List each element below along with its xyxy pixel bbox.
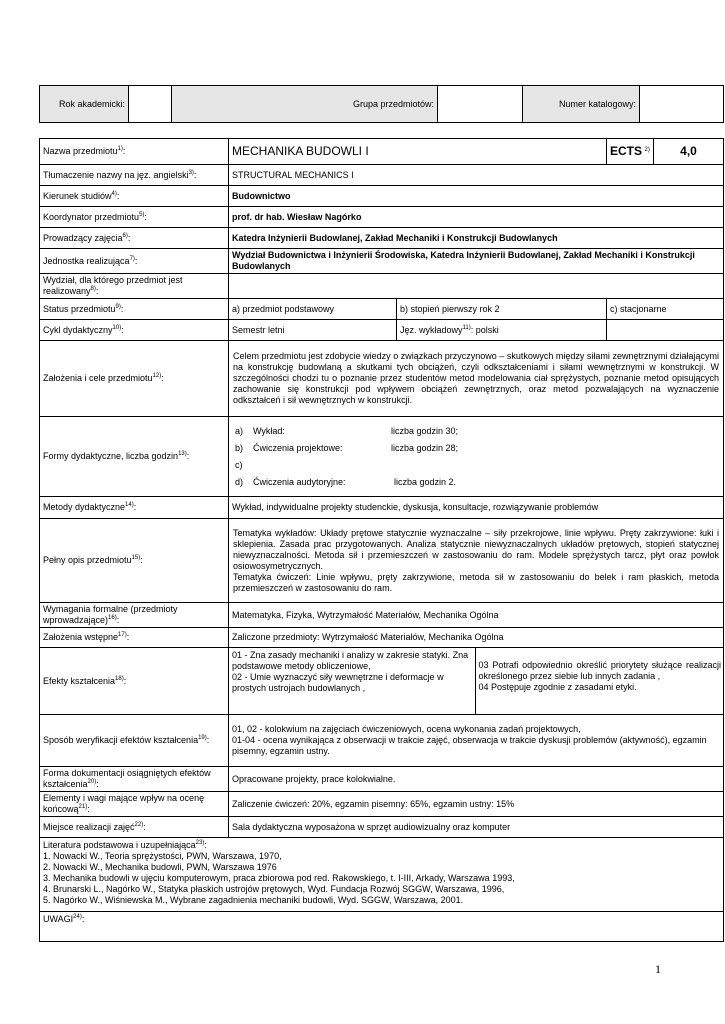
description-text	[229, 519, 724, 603]
docs-text: Opracowane projekty, prace kolokwialne.	[229, 767, 724, 792]
outcomes-left	[229, 648, 475, 714]
outcomes-right	[475, 648, 724, 714]
course-name: MECHANIKA BUDOWLI I	[229, 139, 607, 165]
english-name: STRUCTURAL MECHANICS I	[229, 165, 724, 186]
subject-group-label: Grupa przedmiotów:	[172, 86, 438, 123]
row-status	[40, 299, 724, 320]
row-coordinator	[40, 207, 724, 228]
list-item: c)	[235, 459, 243, 470]
row-remarks	[40, 912, 724, 942]
subject-group-value[interactable]	[438, 86, 523, 123]
cycle-empty	[607, 320, 724, 341]
row-literature	[40, 838, 724, 912]
label-methods: Metody dydaktyczne$^{14)}$:	[40, 497, 229, 519]
label-cycle: Cykl dydaktyczny$^{10)}$:	[40, 320, 229, 341]
row-prereq	[40, 603, 724, 628]
row-cycle	[40, 320, 724, 341]
course-table	[39, 138, 724, 942]
label-description: Pełny opis przedmiotu$^{15)}$:	[40, 519, 229, 603]
row-description	[40, 519, 724, 603]
goals-text: Celem przedmiotu jest zdobycie wiedzy o związkach przyczynowo – skutkowych między siłami zewnętrznymi działającymi na konstrukcję budowlaną a skutkami tych obciążeń, czyli odkształceniami i siłami wewnętrznymi w konstrukcji. W szczególności chodzi tu o poznanie przez studentów metod modelowania ciał sprężystych, poznanie metod opisujących zachowanie się konstrukcji pod wpływem obciążeń zewnętrznych, oraz metod pozwalających na wyznaczenie odkształceń i sił wewnętrznych w konstrukcji.	[229, 341, 724, 417]
faculty-value	[229, 274, 724, 299]
outcome-03: 03 Potrafi odpowiednio określić priorytety służące realizacji określonego przez siebie lub innych zadania ,	[478, 660, 721, 681]
cycle-value: Semestr letni	[229, 320, 397, 341]
academic-year-value[interactable]	[129, 86, 172, 123]
page-number: 1	[655, 962, 661, 976]
label-name: Nazwa przedmiotu$^{1)}$:	[40, 139, 229, 165]
row-verify	[40, 715, 724, 767]
label-weights: Elementy i wagi mające wpływ na ocenę końcową$^{21)}$:	[40, 792, 229, 817]
row-initial	[40, 628, 724, 648]
list-item: a) Wykład: liczba godzin 30;	[235, 425, 459, 436]
description-exercises: Tematyka ćwiczeń: Linie wpływu, pręty zakrzywione, metoda sił w zastosowaniu do belek i ram płaskich, metoda przemieszczeń w zastosowaniu do ram.	[233, 571, 720, 593]
label-prereq: Wymagania formalne (przedmioty wprowadzające)$^{16)}$:	[40, 603, 229, 628]
label-forms: Formy dydaktyczne, liczba godzin$^{13)}$:	[40, 417, 229, 497]
literature-cell	[40, 838, 724, 912]
row-unit	[40, 249, 724, 274]
row-outcomes	[40, 648, 724, 715]
description-lectures: Tematyka wykładów: Układy prętowe statycznie wyznaczalne – siły przekrojowe, linie wpływu. Pręty zakrzywione: łuki i sklepienia. Zasada prac przygotowanych. Analiza statycznie niewyznaczalnych układów prętowych, stopień statycznej niewyznaczalności. Metoda sił i przemieszczeń w zastosowaniu do ram. Modele sprężystych tarcz, płyt oraz powłok osiowosymetrycznych.	[233, 527, 720, 571]
field-of-study: Budownictwo	[229, 186, 724, 207]
remarks-label: UWAGI$^{24)}$:	[43, 914, 85, 924]
list-item: 4. Brunarski L., Nagórko W., Statyka płaskich ustrojów prętowych, Wyd. Fundacja Rozwój SGGW, Warszawa, 1996,	[43, 884, 505, 894]
lecturers: Katedra Inżynierii Budowlanej, Zakład Mechaniki i Konstrukcji Budowlanych	[229, 228, 724, 249]
catalog-number-label: Numer katalogowy:	[523, 86, 640, 123]
list-item: 2. Nowacki W., Mechanika budowli, PWN, Warszawa 1976	[43, 862, 277, 872]
catalog-number-value[interactable]	[640, 86, 724, 123]
list-item: 1. Nowacki W., Teoria sprężystości, PWN, Warszawa, 1970,	[43, 851, 282, 861]
label-goals: Założenia i cele przedmiotu$^{12)}$:	[40, 341, 229, 417]
row-weights	[40, 792, 724, 817]
row-place	[40, 817, 724, 838]
row-english	[40, 165, 724, 186]
label-lecturers: Prowadzący zajęcia$^{6)}$:	[40, 228, 229, 249]
coordinator: prof. dr hab. Wiesław Nagórko	[229, 207, 724, 228]
status-level: b) stopień pierwszy rok 2	[397, 299, 607, 320]
literature-label: Literatura podstawowa i uzupełniająca$^{23)}$:	[43, 840, 207, 850]
verify-text	[229, 715, 724, 767]
label-place: Miejsce realizacji zajęć$^{22)}$:	[40, 817, 229, 838]
prereq-text: Matematyka, Fizyka, Wytrzymałość Materiałów, Mechanika Ogólna	[229, 603, 724, 628]
implementing-unit: Wydział Budownictwa i Inżynierii Środowiska, Katedra Inżynierii Budowlanej, Zakład Mechaniki i Konstrukcji Budowlanych	[229, 249, 724, 274]
list-item: 3. Mechanika budowli w ujęciu komputerowym, praca zbiorowa pod red. Rakowskiego, t. I-III, Arkady, Warszawa 1993,	[43, 873, 515, 883]
initial-text: Zaliczone przedmioty: Wytrzymałość Materiałów, Mechanika Ogólna	[229, 628, 724, 648]
methods-text: Wykład, indywidualne projekty studenckie, dyskusja, konsultacje, rozwiązywanie problemów	[229, 497, 724, 519]
list-item: d) Ćwiczenia audytoryjne: liczba godzin 2.	[235, 476, 457, 487]
list-item: b) Ćwiczenia projektowe: liczba godzin 28;	[235, 442, 459, 453]
list-item: 5. Nagórko W., Wiśniewska M., Wybrane zagadnienia mechaniki budowli, Wyd. SGGW, Warszawa, 2001.	[43, 895, 464, 905]
place-text: Sala dydaktyczna wyposażona w sprzęt audiowizualny oraz komputer	[229, 817, 724, 838]
label-initial: Założenia wstępne$^{17)}$:	[40, 628, 229, 648]
row-methods	[40, 497, 724, 519]
label-field: Kierunek studiów$^{4)}$:	[40, 186, 229, 207]
row-forms	[40, 417, 724, 497]
label-outcomes: Efekty kształcenia$^{18)}$:	[40, 648, 229, 715]
label-status: Status przedmiotu$^{9)}$:	[40, 299, 229, 320]
label-unit: Jednostka realizująca$^{7)}$:	[40, 249, 229, 274]
outcome-01: 01 - Zna zasady mechaniki i analizy w zakresie statyki. Zna podstawowe metody obliczeniowe,	[232, 650, 469, 671]
row-lecturers	[40, 228, 724, 249]
row-faculty	[40, 274, 724, 299]
forms-list	[233, 423, 493, 491]
ects-value: 4,0	[654, 139, 724, 165]
header-table	[39, 85, 724, 123]
outcomes-table	[229, 648, 724, 714]
row-goals	[40, 341, 724, 417]
outcome-04: 04 Postępuje zgodnie z zasadami etyki.	[478, 682, 637, 692]
verify-line-2: 01-04 - ocena wynikająca z obserwacji w trakcie zajęć, obserwacja w trakcie dyskusji problemów (aktywność), egzamin pisemny, egzamin ustny.	[232, 735, 707, 756]
label-faculty: Wydział, dla którego przedmiot jest realizowany$^{8)}$:	[40, 274, 229, 299]
weights-text: Zaliczenie ćwiczeń: 20%, egzamin pisemny: 65%, egzamin ustny: 15%	[229, 792, 724, 817]
outcomes-cell	[229, 648, 724, 715]
label-coordinator: Koordynator przedmiotu$^{5)}$:	[40, 207, 229, 228]
row-name	[40, 139, 724, 165]
label-docs: Forma dokumentacji osiągniętych efektów kształcenia$^{20)}$:	[40, 767, 229, 792]
academic-year-label: Rok akademicki:	[40, 86, 129, 123]
status-type: a) przedmiot podstawowy	[229, 299, 397, 320]
language-value: Jęz. wykładowy$^{11)}$: polski	[397, 320, 607, 341]
status-mode: c) stacjonarne	[607, 299, 724, 320]
row-field	[40, 186, 724, 207]
verify-line-1: 01, 02 - kolokwium na zajęciach ćwiczeniowych, ocena wykonania zadań projektowych,	[232, 724, 581, 734]
label-verify: Sposób weryfikacji efektów kształcenia$^{19)}$:	[40, 715, 229, 767]
label-english: Tłumaczenie nazwy na jęz. angielski$^{3)}$:	[40, 165, 229, 186]
row-docs	[40, 767, 724, 792]
ects-label: ECTS $^{2)}$	[607, 139, 654, 165]
outcome-02: 02 - Umie wyznaczyć siły wewnętrzne i deformacje w prostych ustrojach budowlanych ,	[232, 672, 444, 693]
forms-cell	[229, 417, 724, 497]
remarks-cell	[40, 912, 724, 942]
